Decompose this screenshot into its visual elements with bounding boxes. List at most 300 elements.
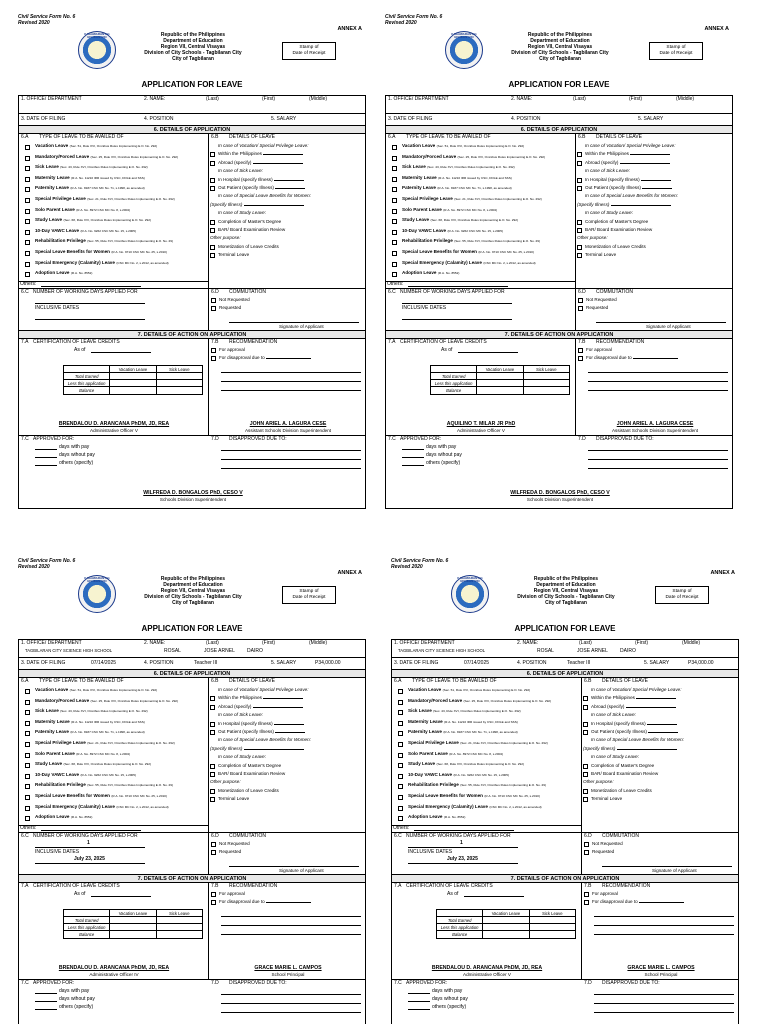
position-label: 4. POSITION [517, 660, 547, 666]
monetization-option[interactable]: Monetization of Leave Credits [209, 788, 365, 796]
within-ph-option[interactable]: Within the Philippines [576, 151, 732, 159]
within-ph-checkbox[interactable] [577, 152, 582, 157]
date-filing-label: 3. DATE OF FILING [394, 660, 439, 666]
masters-checkbox[interactable] [210, 220, 215, 225]
for-approval-checkbox[interactable] [211, 892, 216, 897]
leave-type-option[interactable]: Mandatory/Forced Leave (Sec. 25, Rule XVI, Omnibus Rules Implementing E.O. No. 292) [386, 154, 575, 165]
as-of-field[interactable] [91, 896, 151, 897]
bar-checkbox[interactable] [210, 228, 215, 233]
leave-type-option[interactable]: Study Leave (Sec. 68, Rule XVI, Omnibus Rules Implementing E.O. No. 292) [19, 761, 208, 772]
out-patient-option[interactable]: Out Patient (specify Illness) [209, 185, 365, 193]
leave-type-option[interactable]: Maternity Leave (R.A. No. 11210 IRR issued by CSC, DOLE and SSS) [386, 175, 575, 186]
not-requested-option[interactable]: Not Requested [577, 297, 617, 305]
leave-type-checkbox[interactable] [392, 240, 397, 245]
leave-type-checkbox[interactable] [398, 763, 403, 768]
applicant-signature-label: Signature of Applicant [652, 868, 697, 873]
deped-seal-icon: KAGAWARAN NG EDUKASYON [78, 31, 116, 69]
leave-type-option[interactable]: Study Leave (Sec. 68, Rule XVI, Omnibus Rules Implementing E.O. No. 292) [392, 761, 581, 772]
agency-header: Republic of the Philippines Department of Education Region VII, Central Visayas Division of City Schools - Tagbilaran City City of Tagbilaran [517, 576, 615, 607]
leave-type-checkbox[interactable] [392, 230, 397, 235]
leave-type-checkbox[interactable] [392, 187, 397, 192]
others-label: Others: [20, 824, 37, 831]
for-approval-checkbox[interactable] [578, 348, 583, 353]
requested-option[interactable]: Requested [210, 849, 241, 857]
working-days-field[interactable]: 1 [87, 840, 90, 846]
leave-type-checkbox[interactable] [392, 219, 397, 224]
bar-option[interactable]: BAR/ Board Examination Review [576, 227, 732, 235]
bar-checkbox[interactable] [583, 772, 588, 777]
within-ph-checkbox[interactable] [210, 696, 215, 701]
within-ph-option[interactable]: Within the Philippines [209, 151, 365, 159]
leave-type-checkbox[interactable] [25, 795, 30, 800]
leave-type-checkbox[interactable] [25, 166, 30, 171]
leave-type-option[interactable]: Special Leave Benefits for Women (R.A. No. 9710 CSC MC No. 25, s.2010) [19, 793, 208, 804]
monetization-checkbox[interactable] [210, 789, 215, 794]
leave-type-checkbox[interactable] [25, 251, 30, 256]
leave-type-checkbox[interactable] [25, 816, 30, 821]
leave-type-checkbox[interactable] [25, 689, 30, 694]
salary-field[interactable]: P34,000.00 [688, 660, 714, 666]
leave-type-checkbox[interactable] [25, 219, 30, 224]
leave-type-checkbox[interactable] [25, 209, 30, 214]
leave-type-option[interactable]: Sick Leave (Sec. 43, Rule XVI, Omnibus Rules Implementing E.O. No. 292) [19, 708, 208, 719]
in-hospital-option[interactable]: In Hospital (specify Illness) [582, 721, 738, 729]
middle-name-field[interactable]: DAIRO [620, 648, 636, 654]
first-label: (First) [635, 640, 649, 646]
leave-type-option[interactable]: Special Privilege Leave (Sec. 21, Rule XVI, Omnibus Rules Implementing E.O. No. 292) [392, 740, 581, 751]
leave-type-checkbox[interactable] [392, 262, 397, 267]
name-row [386, 96, 732, 114]
leave-type-checkbox[interactable] [398, 710, 403, 715]
form-number: Civil Service Form No. 6 Revised 2020 [385, 14, 443, 27]
out-patient-option[interactable]: Out Patient (specify Illness) [582, 729, 738, 737]
terminal-option[interactable]: Terminal Leave [576, 252, 732, 260]
out-patient-option[interactable]: Out Patient (specify Illness) [209, 729, 365, 737]
for-disapproval-checkbox[interactable] [211, 356, 216, 361]
section7-cd: 7.C APPROVED FOR: days with pay days wihout pay others (specify) 7.D DISAPPROVED DUE TO: WILFREDA D. BONGALOS PhD, CESO V Schools Division Superintendent [19, 436, 365, 508]
section7-heading: 7. DETAILS OF ACTION ON APPLICATION [386, 331, 732, 339]
leave-type-option[interactable]: Sick Leave (Sec. 43, Rule XVI, Omnibus Rules Implementing E.O. No. 292) [386, 164, 575, 175]
recommender-signature: GRACE MARIE L. CAMPOS School Principal [254, 965, 322, 977]
position-field[interactable]: Teacher III [194, 660, 218, 666]
monetization-option[interactable]: Monetization of Leave Credits [582, 788, 738, 796]
masters-option[interactable]: Completion of Master's Degree [209, 219, 365, 227]
requested-checkbox[interactable] [578, 306, 583, 311]
leave-type-checkbox[interactable] [25, 156, 30, 161]
leave-type-checkbox[interactable] [398, 784, 403, 789]
leave-credits-table: Vacation Leave Sick Leave Total Earned Less this application Balance [63, 365, 203, 395]
leave-type-option[interactable]: Paternity Leave (R.A. No. 8187 CSC MC No. 71, s.1998, as amended) [392, 729, 581, 740]
certifier-signature: AQUILINO T. MILAR JR PhD Administrative Officer V [446, 421, 516, 433]
as-of-field[interactable] [458, 352, 518, 353]
others-field[interactable] [408, 286, 508, 287]
in-hospital-option[interactable]: In Hospital (specify Illness) [209, 177, 365, 185]
section7-cd: 7.C APPROVED FOR: days with pay days wihout pay others (specify) 7.D DISAPPROVED DUE TO: WILFREDA D. BONGALOS PhD, CESO V Schools Division Superintendent [386, 436, 732, 508]
leave-type-option[interactable]: Paternity Leave (R.A. No. 8187 CSC MC No. 71, s.1998, as amended) [19, 185, 208, 196]
leave-type-checkbox[interactable] [25, 272, 30, 277]
leave-type-checkbox[interactable] [25, 700, 30, 705]
leave-form-table [385, 95, 733, 509]
leave-type-option[interactable]: Solo Parent Leave (R.A. No. 8972 CSC MC No. 8, s.2004) [392, 751, 581, 762]
out-patient-checkbox[interactable] [210, 730, 215, 735]
leave-type-checkbox[interactable] [25, 806, 30, 811]
requested-option[interactable]: Requested [583, 849, 614, 857]
others-field[interactable] [414, 830, 514, 831]
leave-type-option[interactable]: Special Privilege Leave (Sec. 21, Rule XVI, Omnibus Rules Implementing E.O. No. 292) [386, 196, 575, 207]
leave-type-option[interactable]: Rehabilitation Privilege (Sec. 55, Rule XVI, Omnibus Rules Implementing E.O. No. 29) [19, 238, 208, 249]
section6-heading: 6. DETAILS OF APPLICATION [392, 670, 738, 678]
leave-type-checkbox[interactable] [398, 774, 403, 779]
filing-row [392, 658, 738, 670]
out-patient-checkbox[interactable] [583, 730, 588, 735]
for-disapproval-checkbox[interactable] [211, 900, 216, 905]
first-name-field[interactable]: JOSE ARNEL [204, 648, 235, 654]
within-ph-option[interactable]: Within the Philippines [209, 695, 365, 703]
leave-type-option[interactable]: Sick Leave (Sec. 43, Rule XVI, Omnibus Rules Implementing E.O. No. 292) [392, 708, 581, 719]
in-hospital-option[interactable]: In Hospital (specify Illness) [209, 721, 365, 729]
section7-ab: 7.A CERTIFICATION OF LEAVE CREDITS As of Vacation Leave Sick Leave Total Earned Less this application Balance BRENDALOU D. ARANCANA PhDM, JD, REA Administrative Officer IV 7.B RECOMMENDATION For approval For disapproval due to GRACE MARIE L. CAMPOS School Principal [19, 883, 365, 980]
leave-type-option[interactable]: Special Privilege Leave (Sec. 21, Rule XVI, Omnibus Rules Implementing E.O. No. 292) [19, 740, 208, 751]
leave-type-option[interactable]: Maternity Leave (R.A. No. 11210 IRR issued by CSC, DOLE and SSS) [19, 175, 208, 186]
certifier-signature: BRENDALOU D. ARANCANA PhDM, JD, REA Administrative Officer V [58, 421, 170, 433]
leave-form-3 [18, 558, 366, 1024]
leave-type-checkbox[interactable] [25, 145, 30, 150]
bar-option[interactable]: BAR/ Board Examination Review [582, 771, 738, 779]
leave-type-option[interactable]: Vacation Leave (Sec. 51, Rule XVI, Omnibus Rules Implementing E.O. No. 292) [19, 143, 208, 154]
abroad-checkbox[interactable] [577, 161, 582, 166]
leave-type-option[interactable]: Study Leave (Sec. 68, Rule XVI, Omnibus Rules Implementing E.O. No. 292) [386, 217, 575, 228]
for-approval-option[interactable]: For approval [577, 347, 612, 355]
leave-type-checkbox[interactable] [398, 816, 403, 821]
bar-option[interactable]: BAR/ Board Examination Review [209, 227, 365, 235]
for-approval-option[interactable]: For approval [583, 891, 618, 899]
leave-type-option[interactable]: Maternity Leave (R.A. No. 11210 IRR issued by CSC, DOLE and SSS) [19, 719, 208, 730]
section6-heading: 6. DETAILS OF APPLICATION [19, 670, 365, 678]
leave-type-option[interactable]: Rehabilitation Privilege (Sec. 55, Rule XVI, Omnibus Rules Implementing E.O. No. 29) [392, 782, 581, 793]
deped-seal-icon: KAGAWARAN NG EDUKASYON [451, 575, 489, 613]
leave-type-option[interactable]: Maternity Leave (R.A. No. 11210 IRR issued by CSC, DOLE and SSS) [392, 719, 581, 730]
masters-option[interactable]: Completion of Master's Degree [576, 219, 732, 227]
leave-type-option[interactable]: Solo Parent Leave (R.A. No. 8972 CSC MC No. 8, s.2004) [19, 207, 208, 218]
leave-type-checkbox[interactable] [398, 806, 403, 811]
out-patient-checkbox[interactable] [210, 186, 215, 191]
leave-type-option[interactable]: Special Emergency (Calamity) Leave (CSC MC No. 2, s.2012, as amended) [386, 260, 575, 271]
leave-type-option[interactable]: Mandatory/Forced Leave (Sec. 25, Rule XVI, Omnibus Rules Implementing E.O. No. 292) [19, 698, 208, 709]
abroad-checkbox[interactable] [210, 705, 215, 710]
leave-type-option[interactable]: 10-Day VAWC Leave (R.A. No. 9262 CSC MC No. 15, s.2005) [19, 772, 208, 783]
receipt-stamp-box: Stamp of Date of Receipt [655, 586, 709, 604]
filing-row [19, 658, 365, 670]
leave-type-option[interactable]: Rehabilitation Privilege (Sec. 55, Rule XVI, Omnibus Rules Implementing E.O. No. 29) [19, 782, 208, 793]
leave-type-checkbox[interactable] [392, 251, 397, 256]
office-field[interactable]: TAGBILARAN CITY SCIENCE HIGH SCHOOL [25, 648, 113, 653]
abroad-checkbox[interactable] [583, 705, 588, 710]
leave-type-checkbox[interactable] [392, 198, 397, 203]
last-label: (Last) [579, 640, 592, 646]
terminal-checkbox[interactable] [210, 797, 215, 802]
leave-type-option[interactable]: Vacation Leave (Sec. 51, Rule XVI, Omnibus Rules Implementing E.O. No. 292) [386, 143, 575, 154]
leave-type-checkbox[interactable] [392, 272, 397, 277]
leave-type-checkbox[interactable] [25, 753, 30, 758]
masters-option[interactable]: Completion of Master's Degree [209, 763, 365, 771]
section6-cd: 6.C NUMBER OF WORKING DAYS APPLIED FOR 1 INCLUSIVE DATES July 23, 2025 6.D COMMUTATION Not Requested Requested Signature of Applicant [392, 833, 738, 875]
as-of-field[interactable] [91, 352, 151, 353]
not-requested-option[interactable]: Not Requested [583, 841, 623, 849]
terminal-option[interactable]: Terminal Leave [582, 796, 738, 804]
leave-type-option[interactable]: Adoption Leave (R.A. No. 8552) [19, 814, 208, 825]
form-number: Civil Service Form No. 6 Revised 2020 [18, 14, 76, 27]
leave-type-option[interactable]: Study Leave (Sec. 68, Rule XVI, Omnibus Rules Implementing E.O. No. 292) [19, 217, 208, 228]
requested-checkbox[interactable] [584, 850, 589, 855]
leave-type-option[interactable]: Vacation Leave (Sec. 51, Rule XVI, Omnibus Rules Implementing E.O. No. 292) [392, 687, 581, 698]
applicant-signature-line[interactable] [602, 866, 732, 867]
not-requested-checkbox[interactable] [211, 298, 216, 303]
leave-type-option[interactable]: Mandatory/Forced Leave (Sec. 25, Rule XVI, Omnibus Rules Implementing E.O. No. 292) [392, 698, 581, 709]
leave-form-1 [18, 14, 366, 524]
leave-form-table [391, 639, 739, 1024]
leave-type-option[interactable]: 10-Day VAWC Leave (R.A. No. 9262 CSC MC No. 15, s.2005) [386, 228, 575, 239]
in-hospital-checkbox[interactable] [210, 722, 215, 727]
terminal-checkbox[interactable] [583, 797, 588, 802]
applicant-signature-line[interactable] [229, 866, 359, 867]
leave-type-option[interactable]: Special Emergency (Calamity) Leave (CSC MC No. 2, s.2012, as amended) [19, 804, 208, 815]
leave-type-checkbox[interactable] [25, 240, 30, 245]
leave-type-option[interactable]: Paternity Leave (R.A. No. 8187 CSC MC No. 71, s.1998, as amended) [19, 729, 208, 740]
for-approval-option[interactable]: For approval [210, 891, 245, 899]
section7-ab: 7.A CERTIFICATION OF LEAVE CREDITS As of Vacation Leave Sick Leave Total Earned Less this application Balance BRENDALOU D. ARANCANA PhDM, JD, REA Administrative Officer V 7.B RECOMMENDATION For approval For disapproval due to JOHN ARIEL A. LAGURA CESE Assistant Schools Division Superintendent [19, 339, 365, 436]
requested-option[interactable]: Requested [210, 305, 241, 313]
others-field[interactable] [41, 286, 141, 287]
requested-option[interactable]: Requested [577, 305, 608, 313]
leave-type-option[interactable]: Adoption Leave (R.A. No. 8552) [392, 814, 581, 825]
leave-type-option[interactable]: Special Emergency (Calamity) Leave (CSC MC No. 2, s.2012, as amended) [392, 804, 581, 815]
applicant-signature-line[interactable] [229, 322, 359, 323]
for-approval-checkbox[interactable] [584, 892, 589, 897]
abroad-option[interactable]: Abroad (specify) [576, 160, 732, 168]
masters-option[interactable]: Completion of Master's Degree [582, 763, 738, 771]
bar-checkbox[interactable] [210, 772, 215, 777]
in-hospital-option[interactable]: In Hospital (specify Illness) [576, 177, 732, 185]
in-hospital-checkbox[interactable] [210, 178, 215, 183]
leave-type-checkbox[interactable] [392, 177, 397, 182]
leave-type-checkbox[interactable] [25, 774, 30, 779]
monetization-option[interactable]: Monetization of Leave Credits [576, 244, 732, 252]
leave-type-checkbox[interactable] [398, 700, 403, 705]
leave-type-option[interactable]: Special Leave Benefits for Women (R.A. No. 9710 CSC MC No. 25, s.2010) [386, 249, 575, 260]
leave-type-checkbox[interactable] [25, 230, 30, 235]
middle-label: (Middle) [682, 640, 701, 646]
for-disapproval-option[interactable]: For disapproval due to [583, 899, 684, 907]
inclusive-dates-field[interactable]: July 23, 2025 [447, 856, 478, 862]
office-field[interactable]: TAGBILARAN CITY SCIENCE HIGH SCHOOL [398, 648, 486, 653]
last-name-field[interactable]: ROSAL [164, 648, 181, 654]
masters-checkbox[interactable] [210, 764, 215, 769]
date-filing-label: 3. DATE OF FILING [388, 116, 433, 122]
leave-type-checkbox[interactable] [25, 262, 30, 267]
not-requested-checkbox[interactable] [584, 842, 589, 847]
not-requested-checkbox[interactable] [578, 298, 583, 303]
middle-name-field[interactable]: DAIRO [247, 648, 263, 654]
leave-type-checkbox[interactable] [25, 198, 30, 203]
form-number: Civil Service Form No. 6 Revised 2020 [18, 558, 76, 571]
inclusive-dates-field[interactable]: July 23, 2025 [74, 856, 105, 862]
section6-heading: 6. DETAILS OF APPLICATION [386, 126, 732, 134]
date-filing-field[interactable]: 07/14/2025 [464, 660, 490, 666]
leave-type-checkbox[interactable] [398, 731, 403, 736]
masters-checkbox[interactable] [577, 220, 582, 225]
leave-credits-table: Vacation Leave Sick Leave Total Earned Less this application Balance [63, 909, 203, 939]
leave-type-checkbox[interactable] [392, 209, 397, 214]
middle-label: (Middle) [309, 96, 328, 102]
out-patient-option[interactable]: Out Patient (specify Illness) [576, 185, 732, 193]
out-patient-checkbox[interactable] [577, 186, 582, 191]
leave-type-checkbox[interactable] [25, 742, 30, 747]
monetization-checkbox[interactable] [583, 789, 588, 794]
section6-cd: 6.C NUMBER OF WORKING DAYS APPLIED FOR INCLUSIVE DATES 6.D COMMUTATION Not Requested Requested Signature of Applicant [386, 289, 732, 331]
leave-type-checkbox[interactable] [398, 742, 403, 747]
leave-type-checkbox[interactable] [25, 721, 30, 726]
section7-cd: 7.C APPROVED FOR: days with pay days wihout pay others (specify) 7.D DISAPPROVED DUE TO: [392, 980, 738, 1024]
leave-type-option[interactable]: Paternity Leave (R.A. No. 8187 CSC MC No. 71, s.1998, as amended) [386, 185, 575, 196]
last-label: (Last) [206, 640, 219, 646]
abroad-option[interactable]: Abroad (specify) [582, 704, 738, 712]
working-days-field[interactable]: 1 [460, 840, 463, 846]
first-name-field[interactable]: JOSE ARNEL [577, 648, 608, 654]
form-title: APPLICATION FOR LEAVE [141, 80, 243, 89]
bar-checkbox[interactable] [577, 228, 582, 233]
section7-ab: 7.A CERTIFICATION OF LEAVE CREDITS As of Vacation Leave Sick Leave Total Earned Less this application Balance AQUILINO T. MILAR JR PhD Administrative Officer V 7.B RECOMMENDATION For approval For disapproval due to JOHN ARIEL A. LAGURA CESE Assistant Schools Division Superintendent [386, 339, 732, 436]
for-disapproval-checkbox[interactable] [578, 356, 583, 361]
for-disapproval-checkbox[interactable] [584, 900, 589, 905]
leave-type-option[interactable]: Rehabilitation Privilege (Sec. 55, Rule XVI, Omnibus Rules Implementing E.O. No. 29) [386, 238, 575, 249]
leave-type-checkbox[interactable] [25, 187, 30, 192]
leave-type-checkbox[interactable] [25, 177, 30, 182]
monetization-checkbox[interactable] [577, 245, 582, 250]
filing-row [19, 114, 365, 126]
leave-type-checkbox[interactable] [392, 156, 397, 161]
annex-label: ANNEX A [710, 570, 735, 576]
leave-type-checkbox[interactable] [398, 753, 403, 758]
terminal-option[interactable]: Terminal Leave [209, 796, 365, 804]
requested-checkbox[interactable] [211, 850, 216, 855]
not-requested-option[interactable]: Not Requested [210, 297, 250, 305]
in-hospital-checkbox[interactable] [577, 178, 582, 183]
others-field[interactable] [41, 830, 141, 831]
abroad-option[interactable]: Abroad (specify) [209, 704, 365, 712]
leave-type-option[interactable]: Adoption Leave (R.A. No. 8552) [19, 270, 208, 281]
agency-header: Republic of the Philippines Department of Education Region VII, Central Visayas Division of City Schools - Tagbilaran City City of Tagbilaran [144, 576, 242, 607]
leave-type-option[interactable]: Adoption Leave (R.A. No. 8552) [386, 270, 575, 281]
not-requested-option[interactable]: Not Requested [210, 841, 250, 849]
within-ph-checkbox[interactable] [583, 696, 588, 701]
applicant-signature-label: Signature of Applicant [279, 868, 324, 873]
for-approval-option[interactable]: For approval [210, 347, 245, 355]
leave-type-checkbox[interactable] [398, 721, 403, 726]
section6-cd: 6.C NUMBER OF WORKING DAYS APPLIED FOR 1 INCLUSIVE DATES July 23, 2025 6.D COMMUTATION Not Requested Requested Signature of Applicant [19, 833, 365, 875]
certifier-signature: BRENDALOU D. ARANCANA PhDM, JD, REA Administrative Officer V [431, 965, 543, 977]
position-label: 4. POSITION [511, 116, 541, 122]
for-approval-checkbox[interactable] [211, 348, 216, 353]
leave-details-column: 6.B DETAILS OF LEAVE In case of Vacation/ Special Privilege Leave: Within the Philippines Abroad (specify) In case of Sick Leave: In Hospital (specify Illness) Out Patient (specify Illness) In case of Special Leave Benefits for Women: (Specify Illness) In case of Study Leave: Completion of Master's Degree BAR/ Board Examination Review Other purpose: Monetization of Leave Credits Terminal Leave [582, 678, 738, 833]
masters-checkbox[interactable] [583, 764, 588, 769]
leave-type-checkbox[interactable] [25, 710, 30, 715]
for-disapproval-option[interactable]: For disapproval due to [577, 355, 678, 363]
leave-type-option[interactable]: 10-Day VAWC Leave (R.A. No. 9262 CSC MC No. 15, s.2005) [19, 228, 208, 239]
leave-details-column: 6.B DETAILS OF LEAVE In case of Vacation/ Special Privilege Leave: Within the Philippines Abroad (specify) In case of Sick Leave: In Hospital (specify Illness) Out Patient (specify Illness) In case of Special Leave Benefits for Women: (Specify Illness) In case of Study Leave: Completion of Master's Degree BAR/ Board Examination Review Other purpose: Monetization of Leave Credits Terminal Leave [209, 134, 365, 289]
within-ph-checkbox[interactable] [210, 152, 215, 157]
position-field[interactable]: Teacher III [567, 660, 591, 666]
in-hospital-checkbox[interactable] [583, 722, 588, 727]
abroad-checkbox[interactable] [210, 161, 215, 166]
name-label: 2. NAME: [144, 96, 166, 102]
terminal-checkbox[interactable] [577, 253, 582, 258]
office-label: 1. OFFICE/ DEPARTMENT [394, 640, 455, 646]
receipt-stamp-box: Stamp of Date of Receipt [649, 42, 703, 60]
section7-heading: 7. DETAILS OF ACTION ON APPLICATION [392, 875, 738, 883]
requested-checkbox[interactable] [211, 306, 216, 311]
leave-type-option[interactable]: Special Emergency (Calamity) Leave (CSC MC No. 2, s.2012, as amended) [19, 260, 208, 271]
leave-type-checkbox[interactable] [392, 166, 397, 171]
recommender-signature: JOHN ARIEL A. LAGURA CESE Assistant Schools Division Superintendent [611, 421, 699, 433]
leave-types-column: 6.A TYPE OF LEAVE TO BE AVAILED OF Vacation Leave (Sec. 51, Rule XVI, Omnibus Rules Implementing E.O. No. 292) Mandatory/Forced Leave (Sec. 25, Rule XVI, Omnibus Rules Implementing E.O. No. 292) Sick Leave (Sec. 43, Rule XVI, Omnibus Rules Implementing E.O. No. 292) Maternity Leave (R.A. No. 11210 IRR issued by CSC, DOLE and SSS) Paternity Leave (R.A. No. 8187 CSC MC No. 71, s.1998, as amended) Special Privilege Leave (Sec. 21, Rule XVI, Omnibus Rules Implementing E.O. No. 292) Solo Parent Leave (R.A. No. 8972 CSC MC No. 8, s.2004) Study Leave (Sec. 68, Rule XVI, Omnibus Rules Implementing E.O. No. 292) 10-Day VAWC Leave (R.A. No. 9262 CSC MC No. 15, s.2005) Rehabilitation Privilege (Sec. 55, Rule XVI, Omnibus Rules Implementing E.O. No. 29) Special Leave Benefits for Women (R.A. No. 9710 CSC MC No. 25, s.2010) Special Emergency (Calamity) Leave (CSC MC No. 2, s.2012, as amended) Adoption Leave (R.A. No. 8552) Others: [19, 134, 209, 289]
monetization-option[interactable]: Monetization of Leave Credits [209, 244, 365, 252]
leave-type-option[interactable]: Solo Parent Leave (R.A. No. 8972 CSC MC No. 8, s.2004) [386, 207, 575, 218]
monetization-checkbox[interactable] [210, 245, 215, 250]
leave-type-option[interactable]: Sick Leave (Sec. 43, Rule XVI, Omnibus Rules Implementing E.O. No. 292) [19, 164, 208, 175]
certifier-signature: BRENDALOU D. ARANCANA PhDM, JD, REA Administrative Officer IV [58, 965, 170, 977]
leave-type-option[interactable]: 10-Day VAWC Leave (R.A. No. 9262 CSC MC No. 15, s.2005) [392, 772, 581, 783]
name-row [19, 96, 365, 114]
within-ph-option[interactable]: Within the Philippines [582, 695, 738, 703]
recommender-signature: GRACE MARIE L. CAMPOS School Principal [627, 965, 695, 977]
leave-type-checkbox[interactable] [392, 145, 397, 150]
leave-type-option[interactable]: Mandatory/Forced Leave (Sec. 25, Rule XVI, Omnibus Rules Implementing E.O. No. 292) [19, 154, 208, 165]
terminal-checkbox[interactable] [210, 253, 215, 258]
as-of-field[interactable] [464, 896, 524, 897]
section7-heading: 7. DETAILS OF ACTION ON APPLICATION [19, 875, 365, 883]
annex-label: ANNEX A [337, 570, 362, 576]
leave-type-checkbox[interactable] [398, 795, 403, 800]
last-name-field[interactable]: ROSAL [537, 648, 554, 654]
date-filing-field[interactable]: 07/14/2025 [91, 660, 117, 666]
form-title: APPLICATION FOR LEAVE [508, 80, 610, 89]
abroad-option[interactable]: Abroad (specify) [209, 160, 365, 168]
terminal-option[interactable]: Terminal Leave [209, 252, 365, 260]
not-requested-checkbox[interactable] [211, 842, 216, 847]
leave-types-column: 6.A TYPE OF LEAVE TO BE AVAILED OF Vacation Leave (Sec. 51, Rule XVI, Omnibus Rules Implementing E.O. No. 292) Mandatory/Forced Leave (Sec. 25, Rule XVI, Omnibus Rules Implementing E.O. No. 292) Sick Leave (Sec. 43, Rule XVI, Omnibus Rules Implementing E.O. No. 292) Maternity Leave (R.A. No. 11210 IRR issued by CSC, DOLE and SSS) Paternity Leave (R.A. No. 8187 CSC MC No. 71, s.1998, as amended) Special Privilege Leave (Sec. 21, Rule XVI, Omnibus Rules Implementing E.O. No. 292) Solo Parent Leave (R.A. No. 8972 CSC MC No. 8, s.2004) Study Leave (Sec. 68, Rule XVI, Omnibus Rules Implementing E.O. No. 292) 10-Day VAWC Leave (R.A. No. 9262 CSC MC No. 15, s.2005) Rehabilitation Privilege (Sec. 55, Rule XVI, Omnibus Rules Implementing E.O. No. 29) Special Leave Benefits for Women (R.A. No. 9710 CSC MC No. 25, s.2010) Special Emergency (Calamity) Leave (CSC MC No. 2, s.2012, as amended) Adoption Leave (R.A. No. 8552) Others: [19, 678, 209, 833]
leave-type-checkbox[interactable] [25, 784, 30, 789]
for-disapproval-option[interactable]: For disapproval due to [210, 355, 311, 363]
for-disapproval-option[interactable]: For disapproval due to [210, 899, 311, 907]
first-label: (First) [262, 640, 276, 646]
leave-type-option[interactable]: Special Leave Benefits for Women (R.A. No. 9710 CSC MC No. 25, s.2010) [392, 793, 581, 804]
section6-ab [19, 134, 365, 289]
leave-type-option[interactable]: Vacation Leave (Sec. 51, Rule XVI, Omnibus Rules Implementing E.O. No. 292) [19, 687, 208, 698]
last-label: (Last) [573, 96, 586, 102]
leave-type-checkbox[interactable] [25, 763, 30, 768]
applicant-signature-line[interactable] [596, 322, 726, 323]
bar-option[interactable]: BAR/ Board Examination Review [209, 771, 365, 779]
leave-type-checkbox[interactable] [25, 731, 30, 736]
leave-type-option[interactable]: Special Leave Benefits for Women (R.A. No. 9710 CSC MC No. 25, s.2010) [19, 249, 208, 260]
salary-field[interactable]: P34,000.00 [315, 660, 341, 666]
leave-type-option[interactable]: Special Privilege Leave (Sec. 21, Rule XVI, Omnibus Rules Implementing E.O. No. 292) [19, 196, 208, 207]
leave-details-column: 6.B DETAILS OF LEAVE In case of Vacation/ Special Privilege Leave: Within the Philippines Abroad (specify) In case of Sick Leave: In Hospital (specify Illness) Out Patient (specify Illness) In case of Special Leave Benefits for Women: (Specify Illness) In case of Study Leave: Completion of Master's Degree BAR/ Board Examination Review Other purpose: Monetization of Leave Credits Terminal Leave [576, 134, 732, 289]
leave-type-checkbox[interactable] [398, 689, 403, 694]
leave-type-option[interactable]: Solo Parent Leave (R.A. No. 8972 CSC MC No. 8, s.2004) [19, 751, 208, 762]
section6-ab [386, 134, 732, 289]
leave-form-4 [391, 558, 739, 1024]
